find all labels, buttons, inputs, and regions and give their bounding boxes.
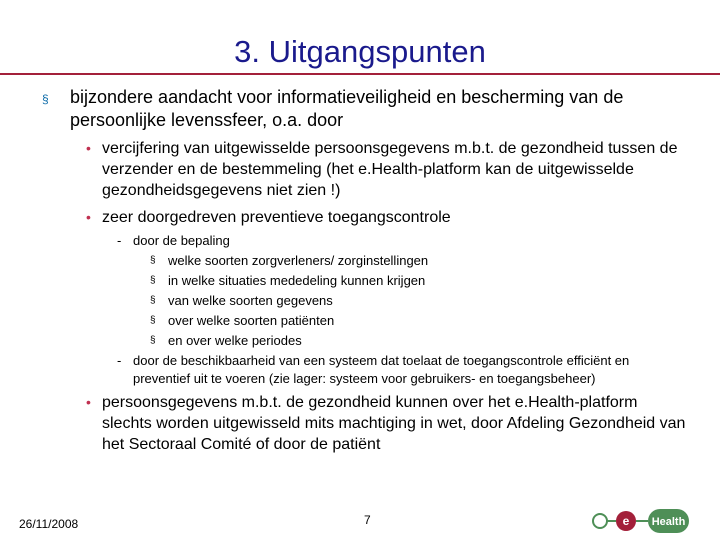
- list-item-text: en over welke periodes: [168, 333, 302, 348]
- page-number: 7: [364, 513, 371, 527]
- slide-date: 26/11/2008: [19, 517, 79, 531]
- list-item: [150, 331, 670, 351]
- list-item: [150, 291, 670, 311]
- ehealth-logo: [588, 506, 716, 538]
- main-bullet-text: bijzondere aandacht voor informatieveiligheid en bescherming van de persoonlijke levenssfeer, o.a. door: [70, 87, 624, 130]
- list-item: [150, 251, 670, 271]
- list-item-text: over welke soorten patiënten: [168, 313, 335, 328]
- list-item: [150, 271, 670, 291]
- dot-bullet-icon: •: [86, 140, 91, 156]
- sub-bullet-text: zeer doorgedreven preventieve toegangscontrole: [102, 209, 451, 226]
- title-divider: [0, 73, 720, 75]
- square-bullet-icon: §: [42, 92, 49, 106]
- sub-bullet-access-control: [86, 207, 686, 228]
- main-bullet: [42, 86, 686, 132]
- sub-bullet-text: persoonsgegevens m.b.t. de gezondheid kunnen over het e.Health-platform slechts worden uitgewisseld mits machtiging in wet, door Afdeling Gezondheid van het Sectoraal Comité of door de patiënt: [102, 394, 686, 453]
- slide-title: 3. Uitgangspunten: [234, 34, 486, 69]
- logo-health-word: Health: [651, 516, 686, 528]
- list-item-text: van welke soorten gegevens: [168, 293, 333, 308]
- list-item-text: welke soorten zorgverleners/ zorginstellingen: [168, 253, 429, 268]
- dash-bullet-icon: -: [117, 353, 122, 368]
- dash-item-beschikbaarheid: [117, 352, 677, 388]
- sub-bullet-encryption: [86, 138, 686, 201]
- square-bullet-icon: §: [150, 275, 156, 286]
- sub-bullet-machtiging: [86, 392, 686, 455]
- list-item: [150, 311, 670, 331]
- square-bullet-icon: §: [150, 335, 156, 346]
- logo-e-letter: e: [622, 514, 630, 528]
- dot-bullet-icon: •: [86, 394, 91, 410]
- list-item-text: in welke situaties mededeling kunnen krijgen: [168, 273, 426, 288]
- square-bullet-icon: §: [150, 255, 156, 266]
- dot-bullet-icon: •: [86, 209, 91, 225]
- square-bullet-icon: §: [150, 295, 156, 306]
- sub-bullet-text: vercijfering van uitgewisselde persoonsgegevens m.b.t. de gezondheid tussen de verzender en de bestemmeling (het e.Health-platform kan de uitgewisselde gezondheidsgegevens niet zien !): [102, 140, 678, 199]
- dash-item-text: door de beschikbaarheid van een systeem dat toelaat de toegangscontrole efficiënt en preventief uit te voeren (zie lager: systeem voor gebruikers- en toegangsbeheer): [133, 353, 630, 386]
- square-bullet-icon: §: [150, 315, 156, 326]
- logo-ring-icon: [593, 514, 607, 528]
- dash-item-bepaling: [117, 232, 677, 250]
- dash-item-text: door de bepaling: [133, 233, 230, 248]
- dash-bullet-icon: -: [117, 233, 122, 248]
